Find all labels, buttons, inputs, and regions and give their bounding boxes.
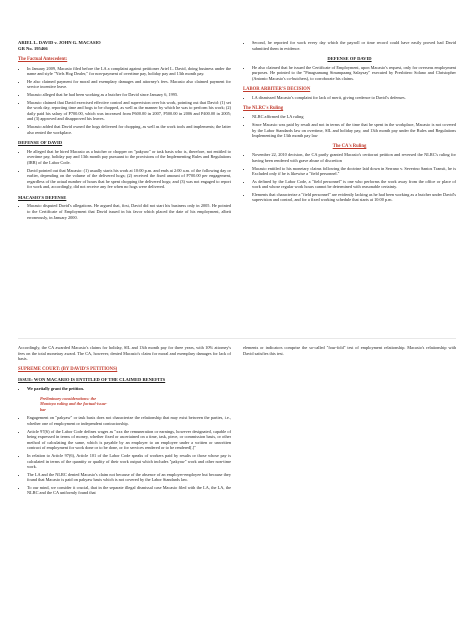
nlrc-list <box>243 114 456 138</box>
ruling-list <box>18 386 231 392</box>
defense-heading: DEFENSE OF DAVID <box>18 140 63 146</box>
case-gr-number: GR No. 195466 <box>18 46 48 51</box>
list-item: • Engagement on "pakyaw" or task basis does not characterize the relationship that may exist between the parties, i.e., whether one of employment or independent contractorship. <box>27 415 231 426</box>
list-item: • Macasio entitled to his monetary claims following the doctrine laid down in Serrano v. Severino Santos Transit, he is Excluded only if he is likewise a "field personnel." <box>252 166 456 177</box>
list-item: • To our mind, we consider it crucial, that in the separate illegal dismissal case Macasio filed with the LA, the LA, the NLRC and the CA uniformly found that <box>27 485 231 496</box>
list-item: • The LA and the NLRC denied Macasio's claim not because of the absence of an employer-employee but because they found that Macasio is paid on pakyaw basis which is not covered by the Labor Standards law. <box>27 472 231 483</box>
nlrc-heading: The NLRC's Ruling <box>243 105 284 111</box>
list-item: • We partially grant the petition. <box>27 386 231 392</box>
preliminary-considerations-title: Preliminary considerations: the Montoya ruling and the factual-issue-bar <box>40 395 108 412</box>
list-item: • NLRC affirmed the LA ruling <box>252 114 456 120</box>
ca-heading: The CA's Ruling <box>332 143 367 149</box>
supreme-court-heading: SUPREME COURT: (BY DAVID'S PETITIONS) <box>18 366 118 372</box>
bottom-section <box>18 345 456 635</box>
antecedent-list <box>18 66 231 136</box>
list-item: • He alleged that he hired Macasio as a butcher or chopper on "pakyaw" or task basis who is, therefore, not entitled to overtime pay, holiday pay and 13th month pay pursuant to the provisions of the Implementing Rules and Regulations (IRR) of the Labor Code. <box>27 149 231 166</box>
list-item: • Macasio added that David owned the hogs delivered for chopping, as well as the work tools and implements; the latter also rented the workplace. <box>27 124 231 135</box>
continuation-list <box>243 40 456 51</box>
list-item: • In relation to Article 97(6), Article 101 of the Labor Code speaks of workers paid by results or those whose pay is calculated in terms of the quantity or quality of their work output which includes "pakyaw" work and other non-time work. <box>27 453 231 470</box>
list-item: • November 22, 2010 decision, the CA partly granted Macasio's certiorari petition and reversed the NLRC's ruling for having been rendered with grave abuse of discretion <box>252 152 456 163</box>
list-item: • He also claimed that he issued the Certificate of Employment, upon Macasio's request, only for overseas employment purposes. He pointed to the "Pinagsamang Sinumpaang Salaysay" executed by Presbitero Solano and Christopher (Antonio Macasio's co-butchers), to corroborate his claims. <box>252 65 456 82</box>
left-column-bottom <box>18 345 231 635</box>
top-section <box>18 40 456 338</box>
antecedent-heading: The Factual Antecedent: <box>18 57 68 62</box>
labor-arbiter-heading: LABOR ARBITER'S DECISION <box>243 86 311 92</box>
section-divider <box>18 338 456 339</box>
right-column-bottom <box>243 345 456 635</box>
right-column-top <box>243 40 456 338</box>
list-item: • Elements that characterize a "field personnel" are evidently lacking as he had been working as a butcher under David's supervision and control, and for a fixed working schedule that starts at 10:00 p.m. <box>252 192 456 203</box>
list-item: • Macasio alleged that he had been working as a butcher for David since January 6, 1995. <box>27 92 231 98</box>
list-item: • David pointed out that Macasio: (1) usually starts his work at 10:00 p.m. and ends at 2:00 a.m. of the following day or earlier, depending on the volume of the delivered hogs; (2) received the fixed amount of P700.00 per engagement, regardless of the actual number of hours that he spent chopping the delivered hogs; and (3) was not engaged to report for work and, accordingly, did not receive any fee when no hogs were delivered. <box>27 168 231 190</box>
list-item: • Macasio disputed David's allegations. He argued that, first, David did not start his business only in 2005. He pointed to the Certificate of Employment that David issued in his favor which placed the date of his employment, albeit erroneously, in January 2000. <box>27 203 231 220</box>
list-item: • Since Macasio was paid by result and not in terms of the time that he spent in the workplace, Macasio is not covered by the Labor Standards law on overtime, SIL and holiday pay, and 13th month pay under the Rules and Regulations Implementing the 13th month pay law <box>252 122 456 139</box>
defense-heading-2: DEFENSE OF DAVID <box>327 56 372 62</box>
list-item: • LA dismissed Macasio's complaint for lack of merit, giving credence to David's defenses. <box>252 95 456 101</box>
defense-list-2 <box>243 65 456 82</box>
macasio-defense-list <box>18 203 231 220</box>
list-item: • Article 97(6) of the Labor Code defines wages as "xxx the remuneration or earnings, however designated, capable of being expressed in terms of money, whether fixed or ascertained on a time, task, piece, or commission basis, or other method of calculating the same, which is payable by an employer to an employee under a written or unwritten contract of employment for work done or to be done, or for services rendered or to be rendered[.]" <box>27 429 231 451</box>
defense-list <box>18 149 231 190</box>
ca-list <box>243 152 456 203</box>
issue-heading: ISSUE: WON MACARIO IS ENTITLED OF THE CLAIMED BENEFITS <box>18 377 166 383</box>
left-column-top <box>18 40 231 338</box>
ca-award-paragraph: Accordingly, the CA awarded Macasio's claims for holiday, SIL and 13th month pay for three years, with 10% attorney's fees on the total monetary award. The CA, however, denied Macasio's claim for moral and exemplary damages for lack of basis. <box>18 345 231 362</box>
list-item: • He also claimed payment for moral and exemplary damages and attorney's fees. Macasio also claimed payment for service incentive leave. <box>27 79 231 90</box>
case-title: ARIEL L. DAVID v. JOHN G. MACASIO <box>18 40 101 45</box>
list-item: • In January 2009, Macasio filed before the LA a complaint against petitioner Ariel L. David, doing business under the name and style "Yiels Hog Dealer," for non-payment of overtime pay, holiday pay and 13th month pay. <box>27 66 231 77</box>
four-fold-test-paragraph: elements or indicators comprise the so-called "four-fold" test of employment relationship. Macasio's relationship with David satisfies this test. <box>243 345 456 356</box>
list-item: • As defined by the Labor Code, a "field personnel" is one who performs the work away from the office or place of work and whose regular work hours cannot be determined with reasonable certainty. <box>252 179 456 190</box>
preliminary-list <box>18 415 231 496</box>
list-item: • Macasio claimed that David exercised effective control and supervision over his work, pointing out that David: (1) set the work day, reporting time and hogs to be chopped, as well as the manner by which he was to perform his work; (2) daily paid his salary of P700.00, which was increased from P600.00 in 2007, P500.00 in 2006 and P400.00 in 2005; and (3) approved and disapproved his leaves. <box>27 100 231 122</box>
macasio-defense-heading: MACASIO'S DEFENSE <box>18 194 67 200</box>
list-item: • Second, he reported for work every day which the payroll or time record could have easily proved had David submitted them in evidence. <box>252 40 456 51</box>
labor-arbiter-list <box>243 95 456 101</box>
